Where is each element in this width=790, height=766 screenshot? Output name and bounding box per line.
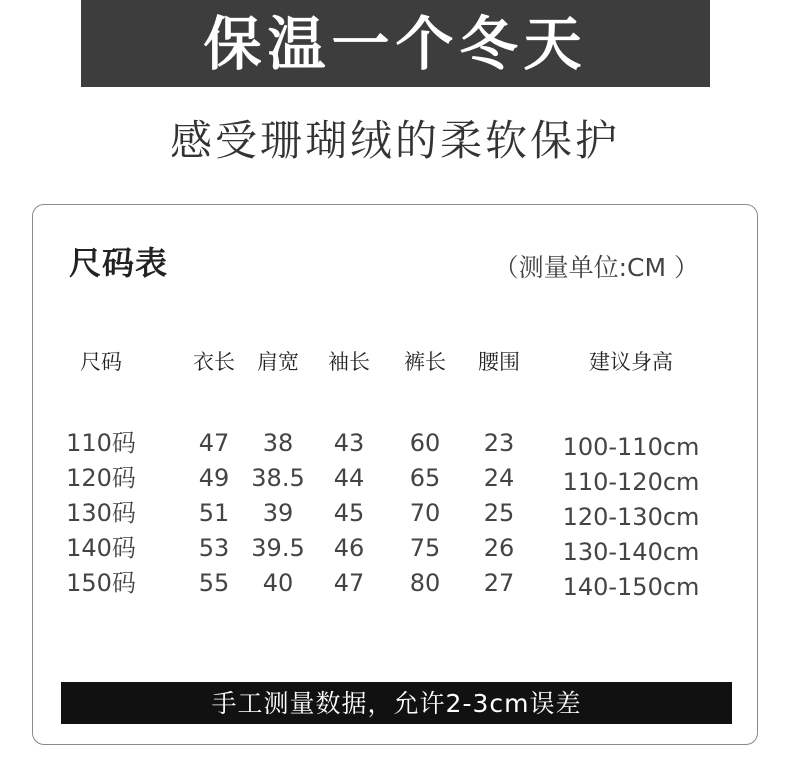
table-cell: 25 <box>483 499 515 527</box>
table-cell: 60 <box>409 429 441 457</box>
header-length: 衣长 <box>193 350 235 374</box>
table-cell: 38.5 <box>251 464 305 492</box>
table-cell: 27 <box>483 569 515 597</box>
page-subtitle: 感受珊瑚绒的柔软保护 <box>169 116 620 165</box>
table-cell: 39 <box>262 499 294 527</box>
table-cell: 65 <box>409 464 441 492</box>
table-cell: 130码 <box>66 499 136 527</box>
table-cell: 40 <box>262 569 294 597</box>
table-cell: 39.5 <box>251 534 305 562</box>
header-size: 尺码 <box>80 350 122 374</box>
measurement-note: 手工测量数据，允许2-3cm误差 <box>211 688 582 718</box>
size-table <box>33 205 759 746</box>
table-cell: 38 <box>262 429 294 457</box>
table-cell: 80 <box>409 569 441 597</box>
page-title: 保温一个冬天 <box>203 9 588 78</box>
table-cell: 55 <box>198 569 230 597</box>
table-cell: 47 <box>333 569 365 597</box>
table-cell: 47 <box>198 429 230 457</box>
table-cell: 44 <box>333 464 365 492</box>
header-shoulder: 肩宽 <box>257 350 299 374</box>
table-cell: 26 <box>483 534 515 562</box>
table-cell: 120-130cm <box>562 503 700 531</box>
header-sleeve: 袖长 <box>328 350 370 374</box>
top-banner <box>81 0 710 87</box>
table-cell: 140-150cm <box>562 573 700 601</box>
table-cell: 110-120cm <box>562 468 700 496</box>
table-cell: 45 <box>333 499 365 527</box>
table-cell: 49 <box>198 464 230 492</box>
table-cell: 100-110cm <box>562 433 700 461</box>
header-pants: 裤长 <box>404 350 446 374</box>
size-chart-title: 尺码表 <box>69 244 169 282</box>
table-cell: 51 <box>198 499 230 527</box>
table-cell: 23 <box>483 429 515 457</box>
table-cell: 140码 <box>66 534 136 562</box>
table-cell: 70 <box>409 499 441 527</box>
unit-note: （测量单位:CM ） <box>493 253 699 282</box>
header-height: 建议身高 <box>589 350 673 374</box>
table-cell: 75 <box>409 534 441 562</box>
table-cell: 130-140cm <box>562 538 700 566</box>
size-chart-card <box>32 204 758 745</box>
table-cell: 43 <box>333 429 365 457</box>
table-cell: 24 <box>483 464 515 492</box>
table-cell: 150码 <box>66 569 136 597</box>
table-cell: 110码 <box>66 429 136 457</box>
header-waist: 腰围 <box>478 350 520 374</box>
measurement-note-bar <box>61 682 732 724</box>
table-cell: 120码 <box>66 464 136 492</box>
table-cell: 46 <box>333 534 365 562</box>
table-cell: 53 <box>198 534 230 562</box>
